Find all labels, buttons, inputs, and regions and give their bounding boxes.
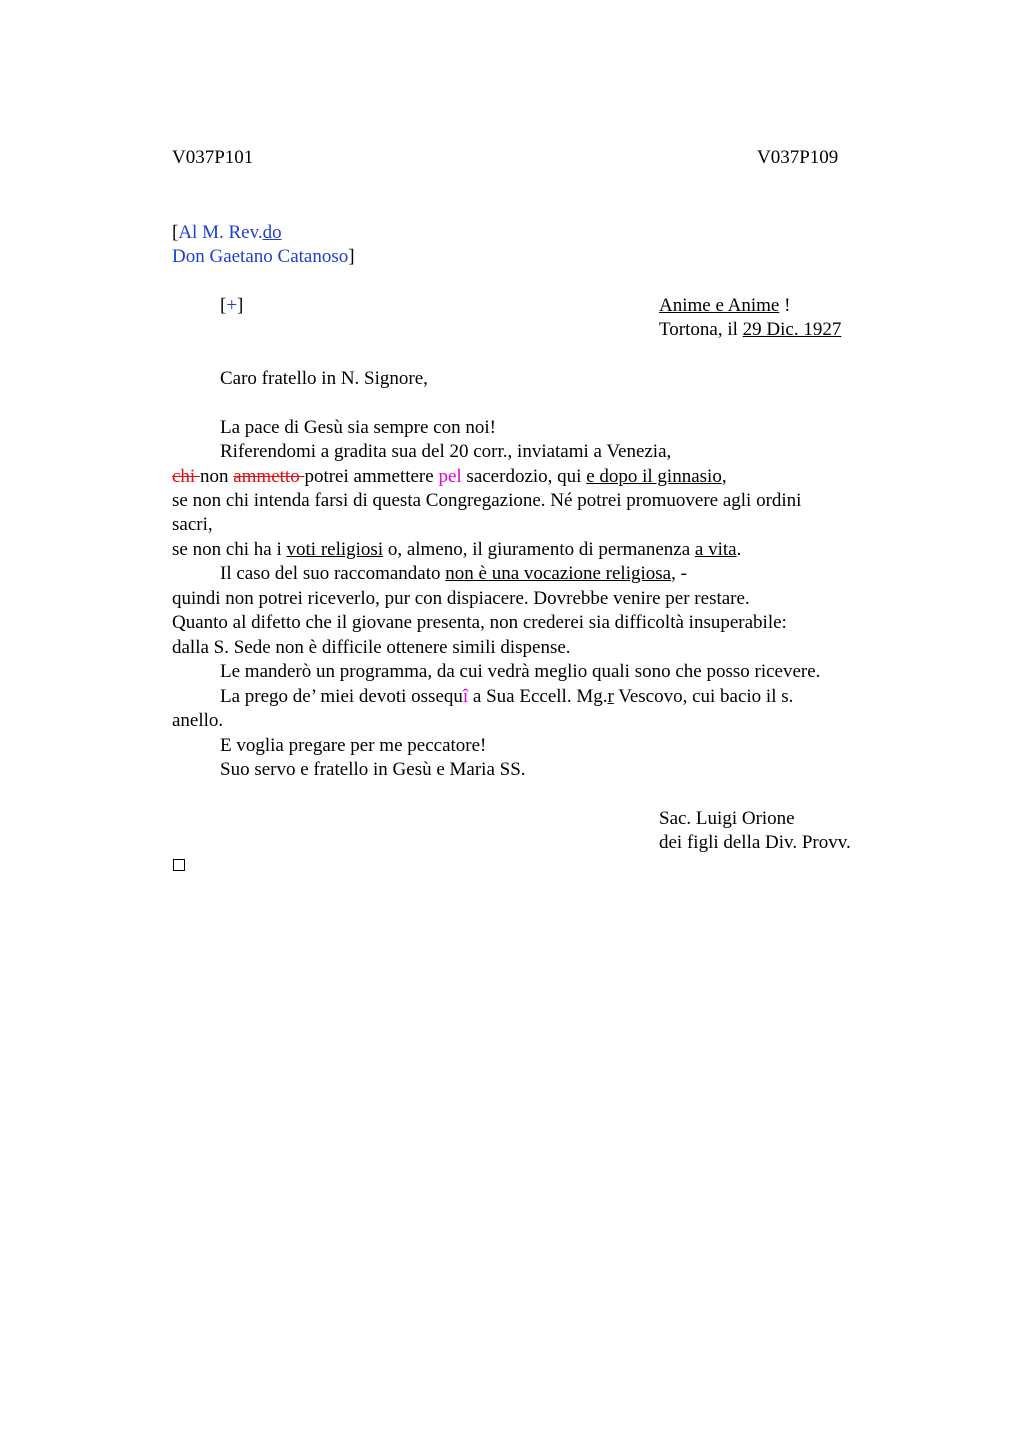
addressee-line-2 — [172, 245, 355, 269]
body-line: se non chi intenda farsi di questa Congregazione. Né potrei promuovere agli ordini — [172, 490, 802, 511]
inserted-letter: î — [462, 686, 469, 707]
body-line: sacri, — [172, 514, 213, 535]
underlined-letter: r — [607, 686, 614, 707]
left-page-code: V037P101 — [172, 147, 254, 168]
body-line: chi non ammetto potrei ammettere pel sacerdozio, qui e dopo il ginnasio, — [172, 466, 727, 487]
body-line: Le manderò un programma, da cui vedrà meglio quali sono che posso ricevere. — [220, 661, 821, 682]
body-line: Riferendomi a gradita sua del 20 corr., inviatami a Venezia, — [220, 441, 672, 462]
end-box-icon — [173, 859, 185, 871]
underlined-phrase: e dopo il ginnasio — [586, 466, 722, 487]
place-date: Tortona, il 29 Dic. 1927 — [659, 319, 842, 340]
body-line: se non chi ha i voti religiosi o, almeno, il giuramento di permanenza a vita. — [172, 539, 742, 560]
deleted-word: chi — [172, 466, 200, 487]
body-line: Quanto al difetto che il giovane presenta, non crederei sia difficoltà insuperabile: — [172, 612, 787, 633]
body-line: quindi non potrei riceverlo, pur con dispiacere. Dovrebbe venire per restare. — [172, 588, 750, 609]
cross-icon: + — [226, 295, 238, 316]
inserted-word: pel — [438, 466, 462, 487]
motto: Anime e Anime ! — [659, 295, 791, 316]
cross-mark: [+] — [220, 295, 244, 316]
underlined-phrase: a vita — [694, 539, 737, 560]
open-bracket: [ — [172, 222, 179, 243]
deleted-word: ammetto — [233, 466, 305, 487]
addressee-name: Don Gaetano Catanoso — [172, 246, 349, 267]
salutation: Caro fratello in N. Signore, — [220, 368, 428, 389]
underlined-phrase: voti religiosi — [286, 539, 384, 560]
addressee-line-1 — [172, 221, 282, 245]
body-line: La prego de’ miei devoti ossequî a Sua Eccell. Mg.r Vescovo, cui bacio il s. — [220, 686, 794, 707]
addressee-title-superscript: do — [262, 222, 282, 243]
body-line: La pace di Gesù sia sempre con noi! — [220, 417, 496, 438]
close-bracket: ] — [348, 246, 355, 267]
body-line: anello. — [172, 710, 224, 731]
date: 29 Dic. 1927 — [742, 319, 842, 340]
body-line: Suo servo e fratello in Gesù e Maria SS. — [220, 759, 526, 780]
addressee-title: Al M. Rev. — [178, 222, 263, 243]
body-line: Il caso del suo raccomandato non è una vocazione religiosa, - — [220, 563, 687, 584]
underlined-phrase: non è una vocazione religiosa — [445, 563, 672, 584]
signature-title: dei figli della Div. Provv. — [659, 832, 851, 853]
right-page-code: V037P109 — [757, 147, 839, 168]
body-line: dalla S. Sede non è difficile ottenere simili dispense. — [172, 637, 571, 658]
body-line: E voglia pregare per me peccatore! — [220, 735, 487, 756]
signature-name: Sac. Luigi Orione — [659, 808, 795, 829]
